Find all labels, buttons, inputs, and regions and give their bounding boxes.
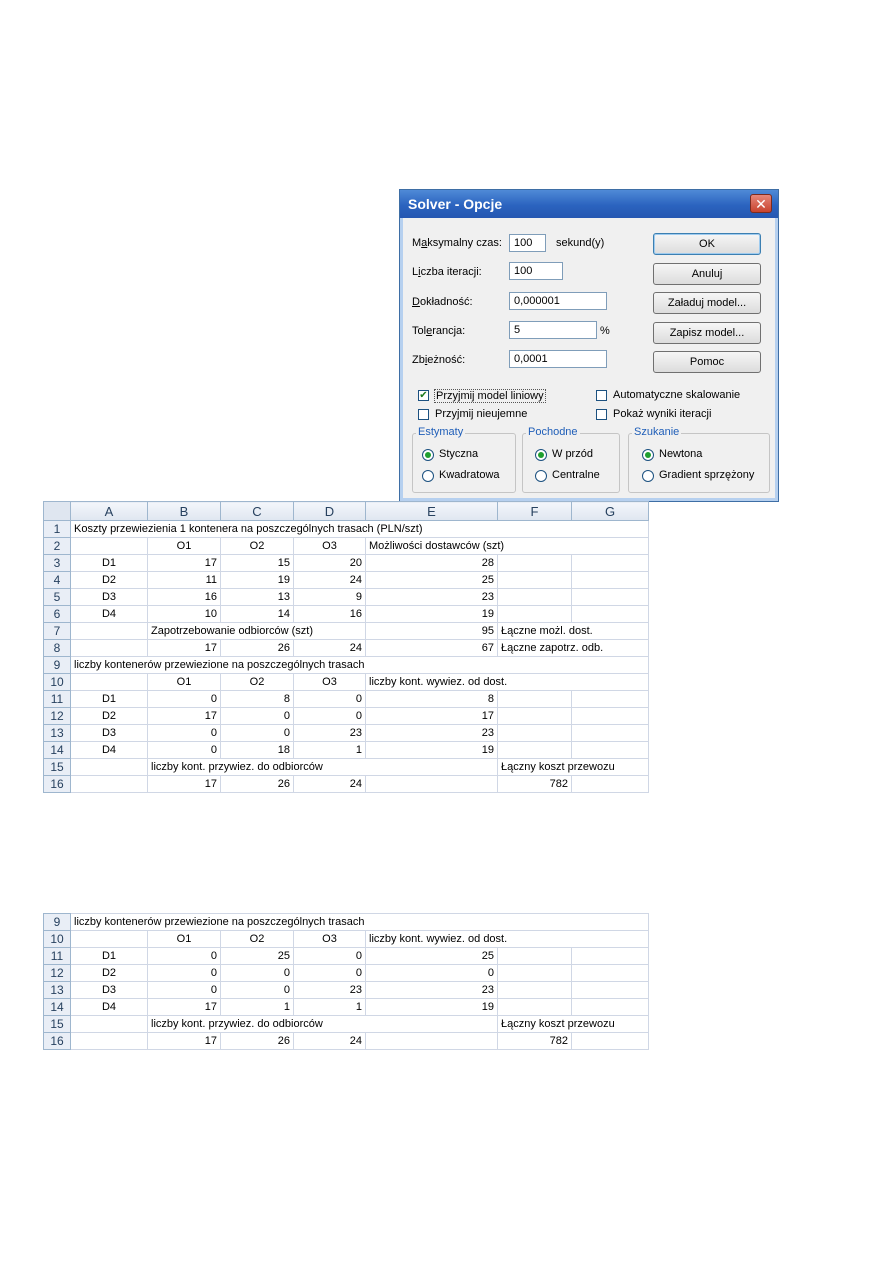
cell[interactable]: 1 [294, 742, 366, 759]
cell[interactable]: 0 [148, 948, 221, 965]
cell[interactable]: O2 [221, 931, 294, 948]
iterations-input[interactable]: 100 [509, 262, 563, 280]
row-header[interactable]: 15 [44, 759, 71, 776]
column-header-d[interactable]: D [294, 502, 366, 521]
cell-text: Zapotrzebowanie odbiorców (szt) [151, 625, 314, 637]
cell[interactable] [71, 521, 423, 538]
table-row [44, 521, 649, 538]
cell[interactable]: 782 [498, 1033, 572, 1050]
help-button[interactable]: Pomoc [653, 351, 761, 373]
cell[interactable]: 0 [294, 708, 366, 725]
search-newton-radio[interactable] [642, 449, 654, 461]
cell[interactable]: 17 [148, 999, 221, 1016]
cell[interactable] [498, 725, 572, 742]
select-all-corner[interactable] [44, 502, 71, 521]
cell[interactable] [71, 759, 148, 776]
cell[interactable]: 0 [221, 965, 294, 982]
cell[interactable]: D1 [71, 691, 148, 708]
table-row [44, 674, 649, 691]
cell[interactable]: 17 [148, 776, 221, 793]
cell[interactable] [366, 657, 498, 674]
cell[interactable]: D1 [71, 555, 148, 572]
cell[interactable]: 0 [294, 965, 366, 982]
table-row [44, 759, 649, 776]
cell[interactable]: 19 [366, 999, 498, 1016]
cell[interactable]: D4 [71, 606, 148, 623]
cell[interactable] [572, 914, 649, 931]
show-iterations-checkbox[interactable] [596, 409, 607, 420]
row-header[interactable]: 7 [44, 623, 71, 640]
cell[interactable] [498, 759, 615, 776]
tolerance-input[interactable]: 5 [509, 321, 597, 339]
cell[interactable] [71, 776, 148, 793]
row-header[interactable]: 14 [44, 999, 71, 1016]
cell[interactable] [572, 708, 649, 725]
row-header[interactable]: 16 [44, 1033, 71, 1050]
table-row [44, 982, 649, 999]
cell[interactable]: 24 [294, 572, 366, 589]
cell[interactable]: O1 [148, 674, 221, 691]
table-row [44, 538, 649, 555]
cell-text: liczby kont. przywiez. do odbiorców [151, 1018, 323, 1030]
cell[interactable] [148, 759, 323, 776]
table-row [44, 555, 649, 572]
cell[interactable]: 23 [366, 725, 498, 742]
cell[interactable] [366, 1033, 498, 1050]
cell[interactable]: 17 [148, 555, 221, 572]
cell[interactable]: 26 [221, 1033, 294, 1050]
cell[interactable] [498, 538, 572, 555]
table-row [44, 657, 649, 674]
cell[interactable] [498, 931, 572, 948]
cell[interactable]: 13 [221, 589, 294, 606]
cell-text: Możliwości dostawców (szt) [369, 540, 505, 552]
solver-options-dialog [399, 189, 779, 502]
cell[interactable]: D1 [71, 948, 148, 965]
autoscale-label[interactable]: Automatyczne skalowanie [613, 389, 741, 401]
row-header[interactable]: 10 [44, 674, 71, 691]
cell[interactable] [71, 674, 148, 691]
cell-text: liczby kontenerów przewiezione na poszczególnych trasach [74, 659, 365, 671]
row-header[interactable]: 16 [44, 776, 71, 793]
cell[interactable]: 0 [148, 725, 221, 742]
cell[interactable]: 10 [148, 606, 221, 623]
cell[interactable]: D2 [71, 965, 148, 982]
cell[interactable]: 23 [366, 982, 498, 999]
cell[interactable] [498, 708, 572, 725]
column-header-g[interactable]: G [572, 502, 649, 521]
table-row [44, 948, 649, 965]
cell[interactable] [572, 1033, 649, 1050]
load-model-button[interactable]: Załaduj model... [653, 292, 761, 314]
cell[interactable] [366, 674, 508, 691]
cell[interactable]: 24 [294, 1033, 366, 1050]
estimates-group-title: Estymaty [418, 426, 464, 438]
cell[interactable] [498, 589, 572, 606]
cell[interactable]: 8 [221, 691, 294, 708]
tolerance-unit: % [600, 325, 610, 337]
column-header-c[interactable]: C [221, 502, 294, 521]
cell[interactable]: 782 [498, 776, 572, 793]
cell[interactable]: 0 [148, 982, 221, 999]
table-row [44, 742, 649, 759]
cell[interactable]: 26 [221, 640, 294, 657]
column-header-b[interactable]: B [148, 502, 221, 521]
cell[interactable]: O2 [221, 538, 294, 555]
row-header[interactable]: 5 [44, 589, 71, 606]
spreadsheet-grid-alternative [43, 913, 649, 1050]
estimates-quadratic-label[interactable]: Kwadratowa [439, 469, 500, 481]
cell[interactable]: O1 [148, 538, 221, 555]
cell[interactable]: 18 [221, 742, 294, 759]
row-header[interactable]: 9 [44, 657, 71, 674]
cell[interactable]: 0 [148, 965, 221, 982]
cell[interactable]: 25 [221, 948, 294, 965]
show-iterations-label[interactable]: Pokaż wyniki iteracji [613, 408, 712, 420]
cell[interactable]: 1 [221, 999, 294, 1016]
cell[interactable]: 0 [221, 982, 294, 999]
cell[interactable]: 0 [148, 691, 221, 708]
row-header[interactable]: 9 [44, 914, 71, 931]
derivatives-forward-label[interactable]: W przód [552, 448, 593, 460]
table-row [44, 1033, 649, 1050]
cell-text: Łączne zapotrz. odb. [501, 642, 604, 654]
row-header[interactable]: 6 [44, 606, 71, 623]
cell[interactable] [366, 538, 505, 555]
cell[interactable] [572, 657, 649, 674]
cell[interactable]: 25 [366, 948, 498, 965]
search-group [628, 433, 770, 493]
search-conjugate-label[interactable]: Gradient sprzężony [659, 469, 755, 481]
cell[interactable] [71, 1033, 148, 1050]
save-model-button[interactable]: Zapisz model... [653, 322, 761, 344]
cell[interactable] [366, 776, 498, 793]
table-row [44, 1016, 649, 1033]
cell[interactable]: 17 [148, 1033, 221, 1050]
cell[interactable]: D3 [71, 589, 148, 606]
cell[interactable]: 19 [366, 606, 498, 623]
table-row [44, 914, 649, 931]
cell[interactable]: 0 [294, 948, 366, 965]
estimates-group [412, 433, 516, 493]
cell[interactable] [572, 691, 649, 708]
derivatives-group-title: Pochodne [528, 426, 578, 438]
cell[interactable] [572, 776, 649, 793]
cell[interactable]: 17 [148, 640, 221, 657]
cell[interactable] [71, 623, 148, 640]
cell[interactable]: 24 [294, 640, 366, 657]
cell[interactable]: O3 [294, 674, 366, 691]
row-header[interactable]: 11 [44, 691, 71, 708]
max-time-label: Maksymalny czas: [412, 237, 502, 249]
cell[interactable] [498, 640, 604, 657]
max-time-unit: sekund(y) [556, 237, 605, 249]
table-row [44, 606, 649, 623]
row-header[interactable]: 12 [44, 965, 71, 982]
table-row [44, 999, 649, 1016]
cell[interactable] [71, 657, 365, 674]
tolerance-label: Tolerancja: [412, 325, 466, 337]
cell[interactable] [498, 674, 572, 691]
cell[interactable]: 24 [294, 776, 366, 793]
row-header[interactable]: 14 [44, 742, 71, 759]
cell-text: liczby kont. przywiez. do odbiorców [151, 761, 323, 773]
cell[interactable] [498, 999, 572, 1016]
cell[interactable]: 19 [221, 572, 294, 589]
nonnegative-label[interactable]: Przyjmij nieujemne [435, 408, 528, 420]
max-time-input[interactable]: 100 [509, 234, 546, 252]
derivatives-forward-radio[interactable] [535, 449, 547, 461]
estimates-tangent-radio[interactable] [422, 449, 434, 461]
row-header[interactable]: 15 [44, 1016, 71, 1033]
cell[interactable] [498, 606, 572, 623]
cell[interactable] [572, 674, 649, 691]
cell[interactable] [572, 606, 649, 623]
cell[interactable]: D3 [71, 982, 148, 999]
search-group-title: Szukanie [634, 426, 680, 438]
dialog-titlebar[interactable] [400, 190, 778, 218]
row-header[interactable]: 11 [44, 948, 71, 965]
table-row [44, 623, 649, 640]
cell[interactable] [572, 982, 649, 999]
cell[interactable]: O2 [221, 674, 294, 691]
cell[interactable]: O1 [148, 931, 221, 948]
cell-text: Koszty przewiezienia 1 kontenera na poszczególnych trasach (PLN/szt) [74, 523, 423, 535]
cell[interactable]: D2 [71, 572, 148, 589]
cell[interactable] [71, 1016, 148, 1033]
row-header[interactable]: 10 [44, 931, 71, 948]
cell[interactable] [498, 555, 572, 572]
cell[interactable] [572, 965, 649, 982]
precision-input[interactable]: 0,000001 [509, 292, 607, 310]
table-row [44, 640, 649, 657]
cell[interactable]: O3 [294, 931, 366, 948]
cell-text: liczby kont. wywiez. od dost. [369, 676, 508, 688]
cell[interactable] [498, 657, 572, 674]
cell[interactable]: 9 [294, 589, 366, 606]
cell[interactable]: 16 [148, 589, 221, 606]
derivatives-group [522, 433, 620, 493]
cell-text: Łączny koszt przewozu [501, 1018, 615, 1030]
ok-button[interactable]: OK [653, 233, 761, 255]
dialog-title: Solver - Opcje [408, 196, 503, 212]
nonnegative-checkbox[interactable] [418, 409, 429, 420]
cell-text: Łączne możl. dost. [501, 625, 593, 637]
cell[interactable] [366, 1016, 498, 1033]
cell[interactable]: 67 [366, 640, 498, 657]
cell[interactable]: 0 [366, 965, 498, 982]
cell[interactable] [71, 640, 148, 657]
cell[interactable]: 0 [294, 691, 366, 708]
cell[interactable]: 20 [294, 555, 366, 572]
derivatives-central-label[interactable]: Centralne [552, 469, 600, 481]
cell[interactable] [71, 914, 365, 931]
cell[interactable] [366, 759, 498, 776]
cell[interactable]: 23 [294, 725, 366, 742]
column-header-row [44, 502, 649, 521]
search-conjugate-radio[interactable] [642, 470, 654, 482]
cell[interactable]: 25 [366, 572, 498, 589]
cell[interactable]: 23 [366, 589, 498, 606]
row-header[interactable]: 13 [44, 982, 71, 999]
cell[interactable] [148, 1016, 323, 1033]
column-header-a[interactable]: A [71, 502, 148, 521]
cell[interactable] [498, 691, 572, 708]
column-header-e[interactable]: E [366, 502, 498, 521]
iterations-label: Liczba iteracji: [412, 266, 482, 278]
table-row [44, 776, 649, 793]
cell[interactable] [572, 999, 649, 1016]
convergence-label: Zbieżność: [412, 354, 466, 366]
cell[interactable] [572, 572, 649, 589]
cell[interactable]: 0 [148, 742, 221, 759]
cell[interactable] [572, 555, 649, 572]
cell[interactable]: 26 [221, 776, 294, 793]
cell[interactable]: 11 [148, 572, 221, 589]
estimates-quadratic-radio[interactable] [422, 470, 434, 482]
row-header[interactable]: 13 [44, 725, 71, 742]
table-row [44, 691, 649, 708]
cell[interactable] [366, 931, 508, 948]
cell[interactable] [498, 521, 572, 538]
cell[interactable] [498, 1016, 615, 1033]
cell[interactable]: 8 [366, 691, 498, 708]
cancel-button[interactable]: Anuluj [653, 263, 761, 285]
cell[interactable] [572, 521, 649, 538]
cell[interactable] [572, 742, 649, 759]
cell[interactable] [498, 965, 572, 982]
row-header[interactable]: 8 [44, 640, 71, 657]
cell[interactable]: 17 [366, 708, 498, 725]
table-row [44, 725, 649, 742]
cell[interactable]: 28 [366, 555, 498, 572]
cell[interactable] [366, 914, 498, 931]
row-header[interactable]: 12 [44, 708, 71, 725]
cell[interactable] [572, 931, 649, 948]
precision-label: Dokładność: [412, 296, 473, 308]
cell[interactable]: O3 [294, 538, 366, 555]
table-row [44, 931, 649, 948]
cell[interactable] [498, 982, 572, 999]
convergence-input[interactable]: 0,0001 [509, 350, 607, 368]
search-newton-label[interactable]: Newtona [659, 448, 703, 460]
estimates-tangent-label[interactable]: Styczna [439, 448, 479, 460]
cell[interactable]: 14 [221, 606, 294, 623]
cell[interactable]: 23 [294, 982, 366, 999]
cell[interactable] [71, 538, 148, 555]
row-header[interactable]: 2 [44, 538, 71, 555]
linear-model-checkbox[interactable]: ✔ [419, 390, 428, 401]
cell[interactable]: 16 [294, 606, 366, 623]
cell[interactable]: D4 [71, 999, 148, 1016]
cell[interactable]: D2 [71, 708, 148, 725]
cell-text: Łączny koszt przewozu [501, 761, 615, 773]
table-row [44, 708, 649, 725]
cell-text: liczby kont. wywiez. od dost. [369, 933, 508, 945]
cell[interactable]: D4 [71, 742, 148, 759]
cell[interactable]: 17 [148, 708, 221, 725]
cell[interactable]: D3 [71, 725, 148, 742]
autoscale-checkbox[interactable] [596, 390, 607, 401]
cell[interactable]: 0 [221, 708, 294, 725]
cell[interactable] [572, 725, 649, 742]
cell[interactable] [498, 914, 572, 931]
cell[interactable] [498, 623, 593, 640]
row-header[interactable]: 4 [44, 572, 71, 589]
table-row [44, 965, 649, 982]
cell[interactable]: 95 [366, 623, 498, 640]
linear-model-label[interactable]: Przyjmij model liniowy [436, 390, 544, 402]
spreadsheet-grid [43, 501, 649, 793]
cell[interactable] [572, 538, 649, 555]
cell[interactable] [498, 742, 572, 759]
cell[interactable]: 19 [366, 742, 498, 759]
derivatives-central-radio[interactable] [535, 470, 547, 482]
cell[interactable] [572, 948, 649, 965]
cell[interactable] [148, 623, 314, 640]
cell[interactable] [71, 931, 148, 948]
cell[interactable] [498, 572, 572, 589]
cell-text: liczby kontenerów przewiezione na poszczególnych trasach [74, 916, 365, 928]
table-row [44, 572, 649, 589]
cell[interactable] [572, 589, 649, 606]
cell[interactable] [498, 948, 572, 965]
cell[interactable]: 0 [221, 725, 294, 742]
close-icon[interactable]: ✕ [750, 194, 772, 213]
row-header[interactable]: 1 [44, 521, 71, 538]
cell[interactable]: 1 [294, 999, 366, 1016]
table-row [44, 589, 649, 606]
column-header-f[interactable]: F [498, 502, 572, 521]
cell[interactable]: 15 [221, 555, 294, 572]
row-header[interactable]: 3 [44, 555, 71, 572]
